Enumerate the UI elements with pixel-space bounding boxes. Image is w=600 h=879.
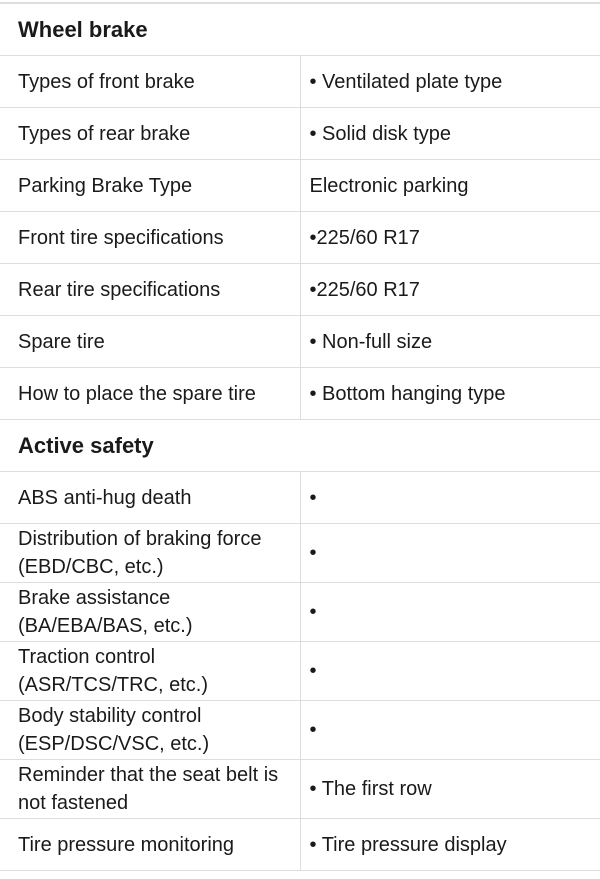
row-label: Spare tire — [0, 316, 300, 368]
row-label: Reminder that the seat belt is not fastened — [0, 760, 300, 819]
section-header-wheel-brake — [0, 4, 600, 56]
row-value: •225/60 R17 — [300, 212, 600, 264]
row-value: • — [300, 583, 600, 642]
table-row — [0, 368, 600, 420]
row-value: • — [300, 472, 600, 524]
row-label: How to place the spare tire — [0, 368, 300, 420]
row-label: Traction control (ASR/TCS/TRC, etc.) — [0, 642, 300, 701]
row-value: • Tire pressure display — [300, 819, 600, 871]
row-value: • Bottom hanging type — [300, 368, 600, 420]
table-row — [0, 316, 600, 368]
table-row — [0, 108, 600, 160]
table-row — [0, 472, 600, 524]
row-value: • Ventilated plate type — [300, 56, 600, 108]
table-row — [0, 264, 600, 316]
row-label: Distribution of braking force (EBD/CBC, etc.) — [0, 524, 300, 583]
section-title: Active safety — [0, 420, 600, 472]
row-label: ABS anti-hug death — [0, 472, 300, 524]
row-value: • — [300, 701, 600, 760]
section-header-active-safety — [0, 420, 600, 472]
table-row — [0, 524, 600, 583]
row-label: Brake assistance (BA/EBA/BAS, etc.) — [0, 583, 300, 642]
row-value: • Non-full size — [300, 316, 600, 368]
section-title: Wheel brake — [0, 4, 600, 56]
row-label: Body stability control (ESP/DSC/VSC, etc.) — [0, 701, 300, 760]
spec-table — [0, 3, 600, 871]
table-row — [0, 642, 600, 701]
row-label: Rear tire specifications — [0, 264, 300, 316]
table-row — [0, 701, 600, 760]
row-value: • — [300, 642, 600, 701]
table-row — [0, 56, 600, 108]
table-row — [0, 819, 600, 871]
table-row — [0, 760, 600, 819]
row-label: Types of rear brake — [0, 108, 300, 160]
row-value: • — [300, 524, 600, 583]
table-row — [0, 212, 600, 264]
row-label: Tire pressure monitoring — [0, 819, 300, 871]
row-value: •225/60 R17 — [300, 264, 600, 316]
row-value: • Solid disk type — [300, 108, 600, 160]
row-label: Front tire specifications — [0, 212, 300, 264]
row-value: Electronic parking — [300, 160, 600, 212]
table-row — [0, 160, 600, 212]
table-row — [0, 583, 600, 642]
row-label: Types of front brake — [0, 56, 300, 108]
row-value: • The first row — [300, 760, 600, 819]
row-label: Parking Brake Type — [0, 160, 300, 212]
